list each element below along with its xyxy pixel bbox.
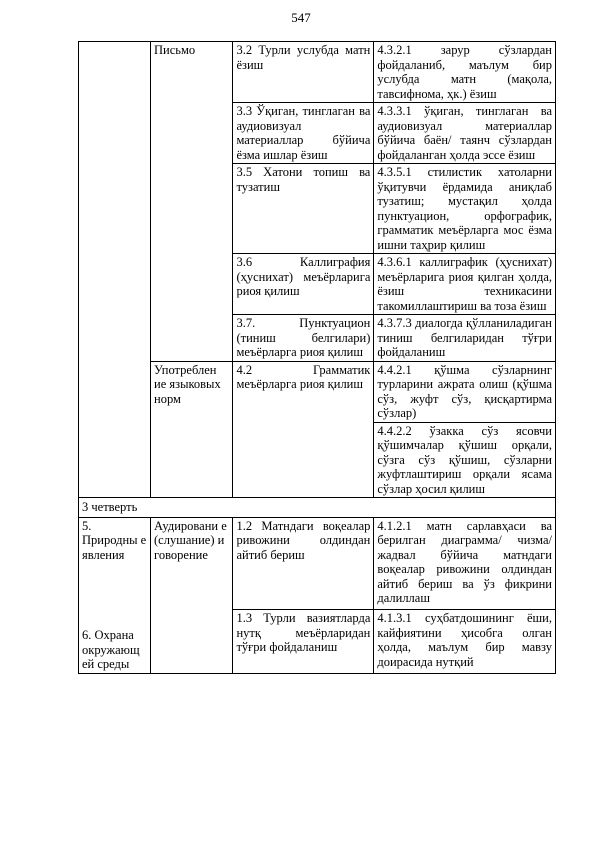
table-row xyxy=(79,42,556,103)
objective-cell: 3.2 Турли услубда матн ёзиш xyxy=(233,42,374,103)
objective-cell: 1.3 Турли вазиятларда нутқ меъёрларидан тўғри фойдаланиш xyxy=(233,610,374,673)
topic-cell xyxy=(79,517,151,673)
outcome-cell: 4.4.2.2 ўзакка сўз ясовчи қўшимчалар қўшиш орқали, сўзга сўз қўшиш, сўзларни жуфтлаштириш орқали ясама сўзлар ҳосил қилиш xyxy=(374,422,556,498)
outcome-cell: 4.3.7.3 диалогда қўлланиладиган тиниш белгиларидан тўғри фойдаланиш xyxy=(374,315,556,362)
section-listening-speaking: Аудировани е (слушание) и говорение xyxy=(151,517,233,673)
objective-cell: 3.3 Ўқиган, тинглаган ва аудиовизуал материаллар бўйича ёзма ишлар ёзиш xyxy=(233,103,374,164)
section-writing: Письмо xyxy=(151,42,233,362)
outcome-cell: 4.1.2.1 матн сарлавҳаси ва берилган диаграмма/ чизма/ жадвал бўйича матндаги воқеалар ривожини олдиндан айтиб бериш ва ўз фикрини далиллаш xyxy=(374,517,556,610)
objective-cell: 3.6 Каллиграфия (ҳуснихат) меъёрларига риоя қилиш xyxy=(233,254,374,315)
outcome-cell: 4.1.3.1 суҳбатдошининг ёши, кайфиятини ҳисобга олган ҳолда, маълум бир мавзу доирасида нутқий xyxy=(374,610,556,673)
outcome-cell: 4.4.2.1 қўшма сўзларнинг турларини ажрата олиш (қўшма сўз, жуфт сўз, қисқартирма сўзлар) xyxy=(374,361,556,422)
outcome-cell: 4.3.2.1 зарур сўзлардан фойдаланиб, маълум бир услубда матн (мақола, тавсифнома, ҳк.) ёзиш xyxy=(374,42,556,103)
section-language-norms: Употреблен ие языковых норм xyxy=(151,361,233,498)
curriculum-table xyxy=(78,41,556,674)
outcome-cell: 4.3.6.1 каллиграфик (ҳуснихат) меъёрларига риоя қилган ҳолда, ёзиш техникасини такомиллаштириш ва тоза ёзиш xyxy=(374,254,556,315)
topic-natural-phenomena: 5. Природны е явления xyxy=(82,518,147,562)
cell-empty xyxy=(79,42,151,498)
quarter-label: 3 четверть xyxy=(79,498,556,518)
table-row xyxy=(79,361,556,422)
objective-cell: 3.5 Хатони топиш ва тузатиш xyxy=(233,164,374,254)
objective-cell: 3.7. Пунктуацион (тиниш белгилари) меъёрларга риоя қилиш xyxy=(233,315,374,362)
objective-cell: 4.2 Грамматик меъёрларга риоя қилиш xyxy=(233,361,374,498)
page-number: 547 xyxy=(291,10,311,25)
outcome-cell: 4.3.3.1 ўқиган, тинглаган ва аудиовизуал материаллар бўйича баён/ таянч сўзлардан фойдаланган ҳолда эссе ёзиш xyxy=(374,103,556,164)
quarter-row xyxy=(79,498,556,518)
outcome-cell: 4.3.5.1 стилистик хатоларни ўқитувчи ёрдамида аниқлаб тузатиш; мустақил ҳолда пунктуацион, орфографик, грамматик меъёрларга мос ёзма ишни таҳрир қилиш xyxy=(374,164,556,254)
topic-environment-protection: 6. Охрана окружающ ей среды xyxy=(82,628,140,671)
table-row xyxy=(79,517,556,610)
objective-cell: 1.2 Матндаги воқеалар ривожини олдиндан айтиб бериш xyxy=(233,517,374,610)
